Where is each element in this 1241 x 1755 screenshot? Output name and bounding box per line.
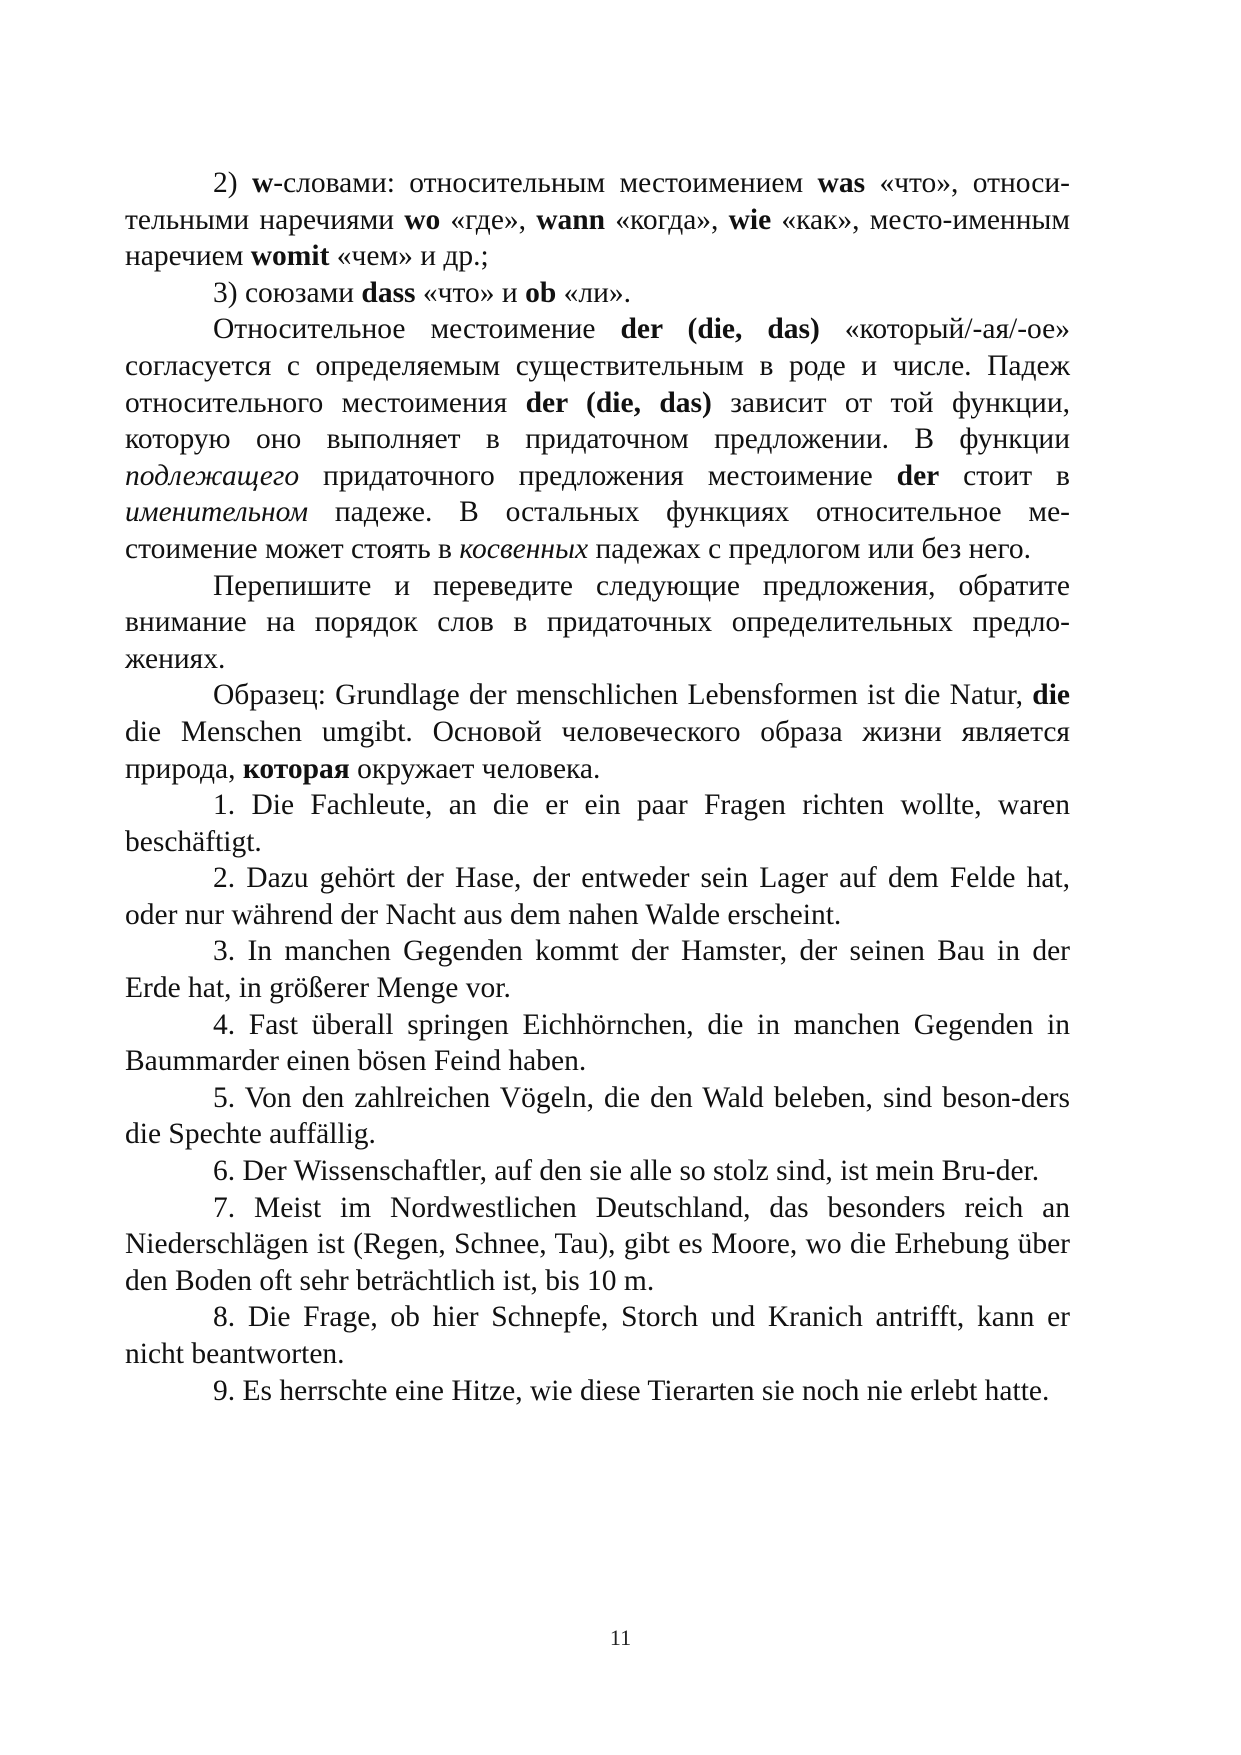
paragraph-w-words: 2) w-словами: относительным местоимением was «что», относи-тельными наречиями wo «где», wann «когда», wie «как», место-именным наречием womit «чем» и др.; [125, 167, 1070, 273]
exercise-sentence-7: 7. Meist im Nordwestlichen Deutschland, das besonders reich an Niederschlägen ist (Regen, Schnee, Tau), gibt es Moore, wo die Erhebung über den Boden oft sehr beträchtlich ist, bis 10 m. [125, 1191, 1070, 1297]
paragraph-example: Образец: Grundlage der menschlichen Lebensformen ist die Natur, die die Menschen umgibt. Основой человеческого образа жизни является природа, которая окружает человека. [125, 679, 1070, 785]
paragraph-conjunctions: 3) союзами dass «что» и ob «ли». [213, 276, 631, 309]
exercise-sentence-3: 3. In manchen Gegenden kommt der Hamster, der seinen Bau in der Erde hat, in größerer Menge vor. [125, 935, 1070, 1005]
paragraph-exercise-instruction: Перепишите и переведите следующие предложения, обратите внимание на порядок слов в придаточных определительных предло-жениях. [125, 569, 1070, 675]
page-number: 11 [609, 1625, 632, 1650]
exercise-sentence-9: 9. Es herrschte eine Hitze, wie diese Tierarten sie noch nie erlebt hatte. [213, 1374, 1050, 1407]
exercise-sentence-5: 5. Von den zahlreichen Vögeln, die den Wald beleben, sind beson-ders die Spechte auffällig. [125, 1081, 1070, 1151]
exercise-sentence-8: 8. Die Frage, ob hier Schnepfe, Storch und Kranich antrifft, kann er nicht beantworten. [125, 1301, 1070, 1370]
exercise-sentence-4: 4. Fast überall springen Eichhörnchen, die in manchen Gegenden in Baummarder einen bösen Feind haben. [125, 1008, 1070, 1078]
paragraph-relative-pronoun: Относительное местоимение der (die, das) «который/-ая/-ое» согласуется с определяемым существительным в роде и числе. Падеж относительного местоимения der (die, das) зависит от той функции, которую оно выполняет в придаточном предложении. В функции подлежащего придаточного предложения местоимение der стоит в именительном падеже. В остальных функциях относительное ме-стоимение может стоять в косвенных падежах с предлогом или без него. [125, 313, 1070, 565]
exercise-sentence-1: 1. Die Fachleute, an die er ein paar Fragen richten wollte, waren beschäftigt. [125, 789, 1070, 858]
body-text [125, 165, 1070, 1409]
exercise-sentence-6: 6. Der Wissenschaftler, auf den sie alle so stolz sind, ist mein Bru-der. [213, 1155, 1040, 1188]
exercise-sentence-2: 2. Dazu gehört der Hase, der entweder sein Lager auf dem Felde hat, oder nur während der Nacht aus dem nahen Walde erscheint. [125, 862, 1070, 931]
